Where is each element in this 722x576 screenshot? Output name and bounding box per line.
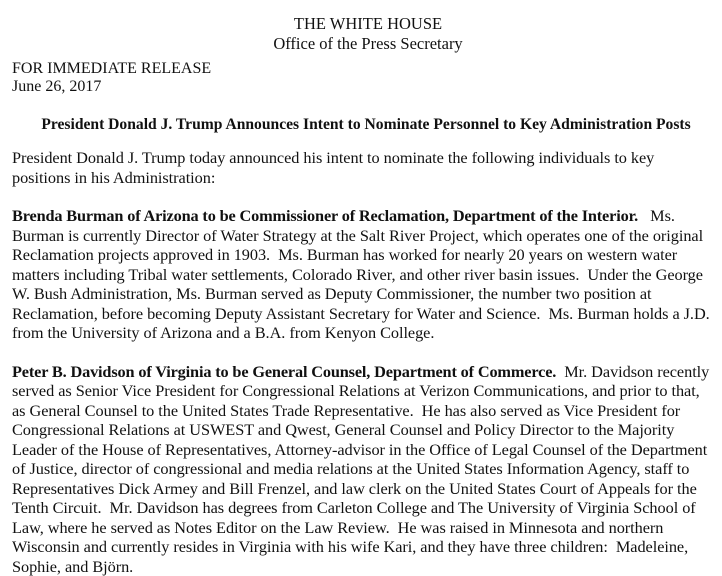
nominee-lead-davidson: Peter B. Davidson of Virginia to be General Counsel, Department of Commerce. xyxy=(12,362,556,381)
nominee-paragraph-davidson xyxy=(12,362,714,576)
release-date: June 26, 2017 xyxy=(12,78,714,96)
letterhead xyxy=(22,14,714,54)
nominee-paragraph-burman xyxy=(12,206,714,343)
nominee-bio-davidson: Mr. Davidson recently served as Senior Vice President for Congressional Relations at Verizon Communications, and prior to that, as General Counsel to the United States Trade Representative. He has also served as Vice President for Congressional Relations at USWEST and Qwest, General Counsel and Policy Director to the Majority Leader of the House of Representatives, Attorney-advisor in the Office of Legal Counsel of the Department of Justice, director of congressional and media relations at the United States Information Agency, staff to Representatives Dick Armey and Bill Frenzel, and law clerk on the United States Court of Appeals for the Tenth Circuit. Mr. Davidson has degrees from Carleton College and The University of Virginia School of Law, where he served as Notes Editor on the Law Review. He was raised in Minnesota and northern Wisconsin and currently resides in Virginia with his wife Kari, and they have three children: Madeleine, Sophie, and Björn. xyxy=(12,362,709,576)
nominee-lead-burman: Brenda Burman of Arizona to be Commissioner of Reclamation, Department of the Interior. xyxy=(12,206,638,225)
release-info xyxy=(12,60,714,96)
letterhead-office: Office of the Press Secretary xyxy=(22,34,714,54)
press-release-document xyxy=(12,14,714,576)
press-release-headline: President Donald J. Trump Announces Intent to Nominate Personnel to Key Administration Posts xyxy=(18,115,714,134)
letterhead-title: THE WHITE HOUSE xyxy=(22,14,714,34)
release-status: FOR IMMEDIATE RELEASE xyxy=(12,60,714,78)
nominee-bio-burman: Ms. Burman is currently Director of Water Strategy at the Salt River Project, which operates one of the original Reclamation projects approved in 1903. Ms. Burman has worked for nearly 20 years on western water matters including Tribal water settlements, Colorado River, and other river basin issues. Under the George W. Bush Administration, Ms. Burman served as Deputy Commissioner, the number two position at Reclamation, before becoming Deputy Assistant Secretary for Water and Science. Ms. Burman holds a J.D. from the University of Arizona and a B.A. from Kenyon College. xyxy=(12,206,710,342)
intro-paragraph: President Donald J. Trump today announced his intent to nominate the following individuals to key positions in his Administration: xyxy=(12,148,714,187)
